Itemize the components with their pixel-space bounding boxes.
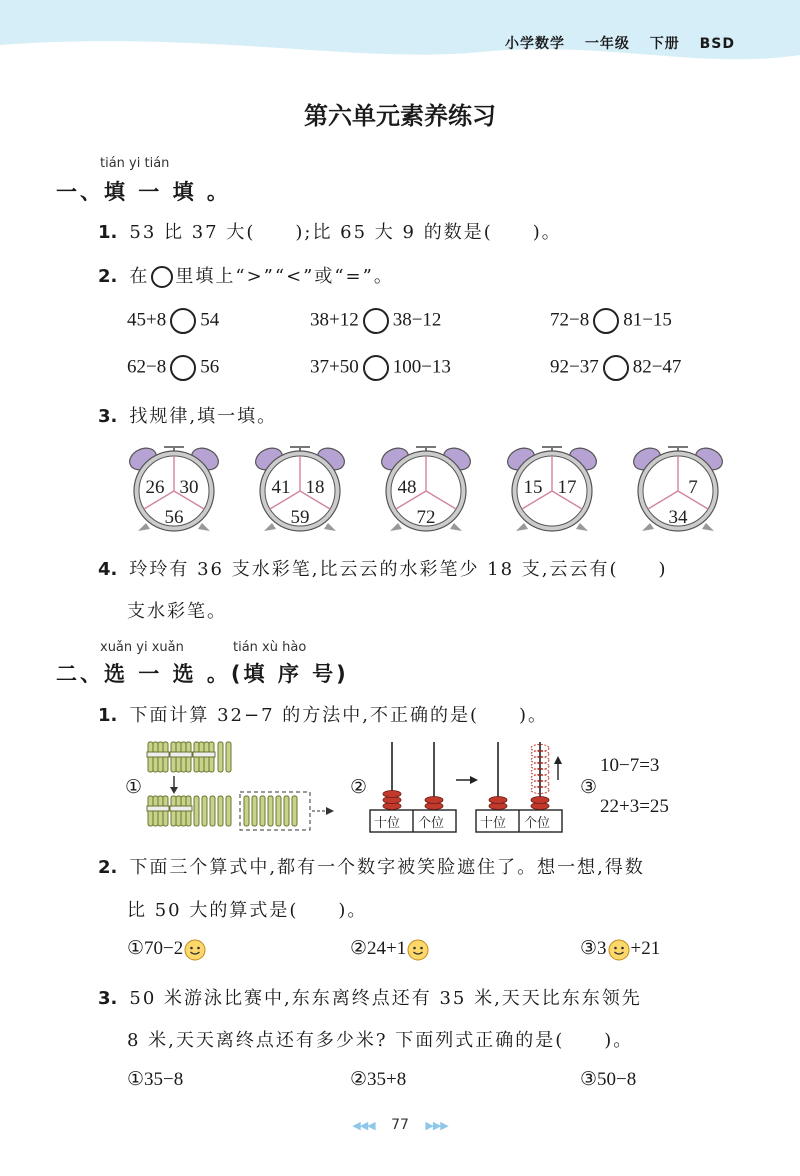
compare-left: 92−37: [550, 356, 599, 378]
compare-left: 62−8: [127, 356, 167, 378]
option-text: ②24+1: [350, 938, 407, 959]
page-title: 第六单元素养练习: [304, 102, 496, 130]
s2-q3-line1: 50 米游泳比赛中,东东离终点还有 35 米,天天比东东领先: [129, 988, 642, 1009]
s2-q3-line2: 8 米,天天离终点还有多少米? 下面列式正确的是( )。: [127, 1030, 634, 1051]
s2-q2-line2: 比 50 大的算式是( )。: [127, 900, 368, 921]
s2-q2: [98, 853, 645, 879]
s1-q1-number: 1.: [98, 222, 118, 243]
s2-q2-number: 2.: [98, 857, 118, 878]
option-text-post: +21: [630, 938, 661, 959]
clock-number-b: 7: [688, 477, 698, 498]
s1-q4-line1: 玲玲有 36 支水彩笔,比云云的水彩笔少 18 支,云云有( ): [129, 559, 668, 580]
s1-q1: [98, 218, 562, 244]
compare-item: [127, 355, 219, 381]
smiley-face-icon: [407, 939, 429, 961]
alarm-clock: [378, 443, 474, 535]
next-arrows-icon: ▶▶▶: [425, 1119, 448, 1132]
clock-number-b: 18: [305, 477, 325, 498]
abacus-ten-label: 十位: [374, 816, 401, 831]
s1-q2: [98, 262, 394, 288]
section2-pinyin-a: xuǎn yi xuǎn: [100, 640, 184, 655]
s2-q3-number: 3.: [98, 988, 118, 1009]
s1-q4-line2: 支水彩笔。: [127, 601, 227, 622]
clock-number-c: 56: [164, 507, 184, 528]
abacus-one-label: 个位: [418, 816, 445, 831]
compare-right: 54: [200, 309, 220, 331]
compare-left: 45+8: [127, 309, 167, 331]
s2-q2-option-b: [350, 937, 430, 961]
alarm-clock: [252, 443, 348, 535]
compare-item: [550, 308, 672, 334]
compare-left: 38+12: [310, 309, 359, 331]
compare-right: 82−47: [632, 356, 682, 378]
abacus-one-label: 个位: [524, 816, 551, 831]
s2-q1: [98, 701, 548, 727]
clock-number-c: 72: [416, 507, 436, 528]
compare-right: 81−15: [623, 309, 672, 331]
compare-right: 38−12: [392, 309, 442, 331]
compare-item: [550, 355, 681, 381]
section2-heading: 二、选 一 选 。(填 序 号): [56, 662, 349, 686]
clock-number-a: 15: [523, 477, 543, 498]
s1-q3-number: 3.: [98, 406, 118, 427]
smiley-face-icon: [608, 939, 630, 961]
s2-q3-option-b: ②35+8: [350, 1069, 407, 1090]
compare-left: 37+50: [310, 356, 359, 378]
clock-number-c: 59: [290, 507, 310, 528]
compare-right: 100−13: [392, 356, 451, 378]
compare-item: [310, 308, 441, 334]
page-footer: [0, 1117, 800, 1133]
s2-q2-option-a: [127, 937, 207, 961]
s2-q2-line1: 下面三个算式中,都有一个数字被笑脸遮住了。想一想,得数: [129, 857, 645, 878]
section1-heading: 一、填 一 填 。: [56, 180, 231, 204]
s1-q4-number: 4.: [98, 559, 118, 580]
section1-pinyin: tián yi tián: [100, 156, 170, 171]
header-info: [505, 33, 749, 53]
prev-arrows-icon: ◀◀◀: [352, 1119, 375, 1132]
compare-right: 56: [200, 356, 220, 378]
option-text: ①70−2: [127, 938, 184, 959]
compare-item: [127, 308, 219, 334]
s1-q2-number: 2.: [98, 266, 118, 287]
answer-circle[interactable]: [170, 355, 196, 381]
header-volume: 下册: [649, 36, 680, 52]
s1-q1-text: 53 比 37 大( );比 65 大 9 的数是( )。: [129, 222, 562, 243]
clock-number-a: 41: [271, 477, 291, 498]
answer-circle[interactable]: [603, 355, 629, 381]
smiley-face-icon: [184, 939, 206, 961]
s2-q1-eq1: 10−7=3: [600, 755, 660, 776]
clock-number-a: 26: [145, 477, 165, 498]
s1-q3-text: 找规律,填一填。: [129, 406, 278, 427]
alarm-clock: [126, 443, 222, 535]
s1-q3: [98, 402, 277, 428]
clock-number-c: 34: [668, 507, 688, 528]
answer-circle[interactable]: [593, 308, 619, 334]
compare-item: [310, 355, 451, 381]
answer-circle[interactable]: [363, 355, 389, 381]
s2-q1-option1-label: ①: [125, 777, 143, 798]
stick-bundles-illustration: [146, 738, 336, 833]
compare-left: 72−8: [550, 309, 590, 331]
header-grade: 一年级: [584, 36, 630, 52]
alarm-clock: [630, 443, 726, 535]
clock-number-b: 30: [179, 477, 199, 498]
header-edition: BSD: [699, 36, 735, 52]
header-subject: 小学数学: [505, 36, 565, 52]
page-number: 77: [391, 1117, 409, 1133]
s2-q3-option-c: ③50−8: [580, 1069, 637, 1090]
clock-number-b: 17: [557, 477, 577, 498]
s2-q1-option2-label: ②: [350, 777, 368, 798]
s2-q1-eq2: 22+3=25: [600, 796, 669, 817]
option-text: ③3: [580, 938, 607, 959]
s2-q1-option3-label: ③: [580, 777, 598, 798]
s2-q3: [98, 984, 642, 1010]
s2-q1-number: 1.: [98, 705, 118, 726]
s2-q2-option-c: [580, 937, 660, 961]
section2-pinyin-b: tián xù hào: [233, 640, 307, 655]
s1-q4: [98, 555, 668, 581]
s2-q1-text: 下面计算 32−7 的方法中,不正确的是( )。: [129, 705, 549, 726]
abacus-illustration: [368, 738, 568, 834]
abacus-ten-label: 十位: [480, 816, 507, 831]
answer-circle[interactable]: [170, 308, 196, 334]
s1-q2-instr-a: 在: [129, 266, 150, 287]
clock-number-a: 48: [397, 477, 417, 498]
answer-circle[interactable]: [363, 308, 389, 334]
alarm-clock: [504, 443, 600, 535]
compare-circle-icon: [151, 266, 173, 288]
s2-q3-option-a: ①35−8: [127, 1069, 184, 1090]
s1-q2-instr-b: 里填上“>”“<”或“=”。: [175, 266, 394, 287]
